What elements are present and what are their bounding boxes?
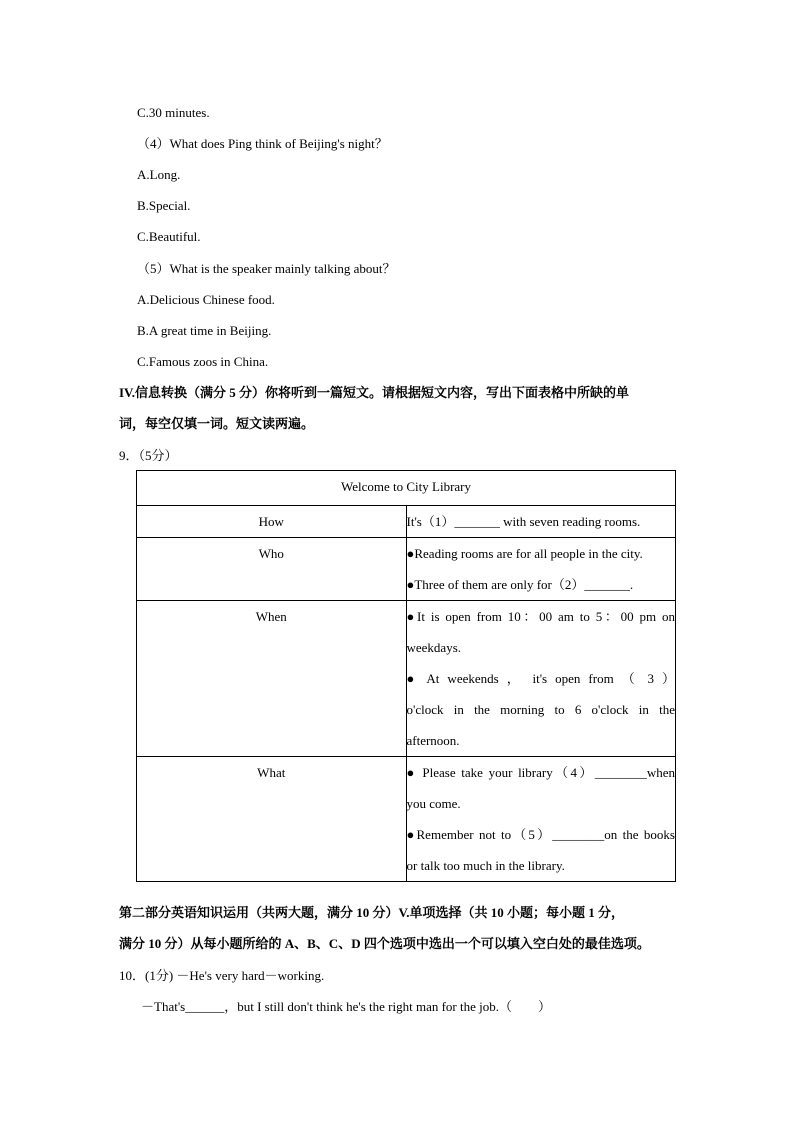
section-4-heading-line2: 词，每空仅填一词。短文读两遍。	[119, 416, 315, 431]
row-label-what	[137, 757, 407, 882]
row-content-how	[406, 506, 676, 538]
what-line-1: ● Please take your library（4）________when	[406, 765, 675, 780]
row-label-what-text: What	[257, 765, 286, 780]
when-line-1: ●It is open from 10：00 am to 5：00 pm on	[406, 609, 675, 624]
table-row-when	[137, 601, 676, 757]
library-info-table	[136, 470, 676, 882]
q5-question: （5）What is the speaker mainly talking about？	[137, 261, 396, 276]
who-line-1: ●Reading rooms are for all people in the city.	[406, 546, 643, 561]
row-label-how	[137, 506, 407, 538]
table-row-what	[137, 757, 676, 882]
row-content-what	[406, 757, 676, 882]
q10-stem: 10．(1分) －He's very hard－working.	[119, 968, 325, 983]
who-line-2: ●Three of them are only for（2）_______.	[406, 577, 634, 592]
what-line-4: or talk too much in the library.	[406, 858, 565, 873]
q4-question: （4）What does Ping think of Beijing's night？	[137, 136, 388, 151]
q10-reply: －That's______，but I still don't think he's the right man for the job.（ ）	[141, 999, 551, 1014]
row-content-who	[406, 538, 676, 601]
table-row-who	[137, 538, 676, 601]
when-line-2: weekdays.	[406, 640, 462, 655]
how-line-1: It's（1）_______ with seven reading rooms.	[406, 514, 641, 529]
row-content-when	[406, 601, 676, 757]
section-4-heading-line1: IV.信息转换（满分 5 分）你将听到一篇短文。请根据短文内容，写出下面表格中所缺的单	[119, 385, 630, 400]
q5-option-b: B.A great time in Beijing.	[137, 323, 272, 338]
question-9-number: 9．（5分）	[119, 448, 178, 463]
table-title: Welcome to City Library	[137, 471, 676, 506]
part-2-heading-line1: 第二部分英语知识运用（共两大题，满分 10 分）V.单项选择（共 10 小题；每小题 1 分，	[119, 905, 624, 920]
when-line-4: o'clock in the morning to 6 o'clock in the	[406, 702, 675, 717]
what-line-3: ●Remember not to（5）________on the books	[406, 827, 675, 842]
part-2-heading-line2: 满分 10 分）从每小题所给的 A、B、C、D 四个选项中选出一个可以填入空白处的最佳选项。	[119, 936, 650, 951]
row-label-when	[137, 601, 407, 757]
when-line-5: afternoon.	[406, 733, 460, 748]
q4-option-b: B.Special.	[137, 198, 191, 213]
row-label-how-text: How	[258, 514, 284, 529]
row-label-who-text: Who	[258, 546, 284, 561]
table-row-how	[137, 506, 676, 538]
row-label-who	[137, 538, 407, 601]
row-label-when-text: When	[255, 609, 287, 624]
when-line-3: ● At weekends ， it's open from （ 3 ）	[406, 671, 675, 686]
q3-option-c: C.30 minutes.	[137, 105, 210, 120]
q5-option-c: C.Famous zoos in China.	[137, 354, 269, 369]
q5-option-a: A.Delicious Chinese food.	[137, 292, 275, 307]
q4-option-c: C.Beautiful.	[137, 229, 201, 244]
q4-option-a: A.Long.	[137, 167, 181, 182]
what-line-2: you come.	[406, 796, 461, 811]
